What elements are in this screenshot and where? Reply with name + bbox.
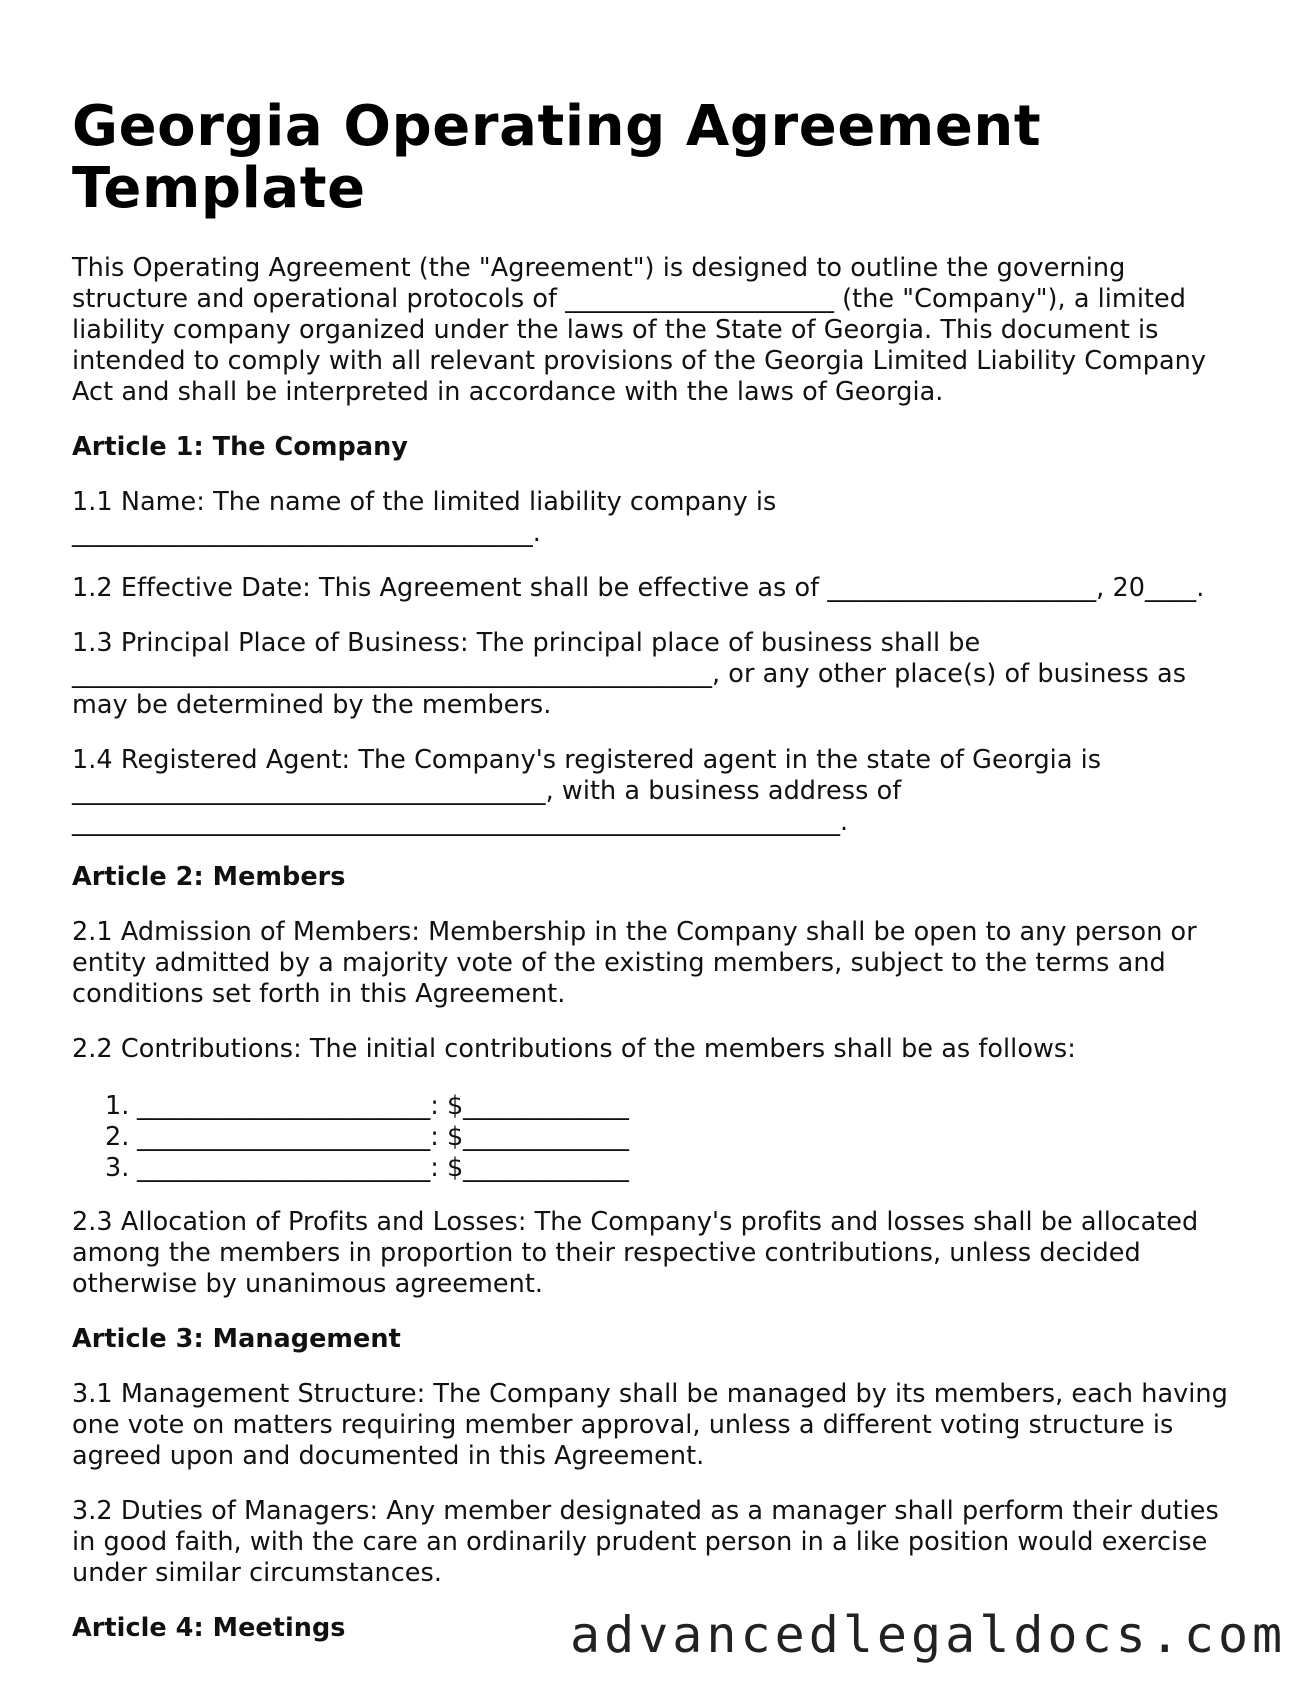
list-item-text: _______________________: $_____________: [137, 1121, 629, 1152]
list-item: [72, 1153, 1240, 1184]
list-item-text: _______________________: $_____________: [137, 1090, 629, 1121]
section-1-2: 1.2 Effective Date: This Agreement shall be effective as of _____________________, 20____.: [72, 572, 1205, 603]
section-1-3: 1.3 Principal Place of Business: The principal place of business shall be __________________________________________________, or any other place(s) of business as may be determined by the members.: [72, 627, 1187, 720]
list-item-number: 1.: [105, 1090, 130, 1121]
list-item: [72, 1091, 1240, 1122]
section-2-1: 2.1 Admission of Members: Membership in the Company shall be open to any person or entity admitted by a majority vote of the existing members, subject to the terms and conditions set forth in this Agreement.: [72, 916, 1197, 1009]
list-item-text: _______________________: $_____________: [137, 1152, 629, 1183]
article-3-heading: Article 3: Management: [72, 1324, 401, 1355]
section-1-1: 1.1 Name: The name of the limited liability company is ____________________________________.: [72, 487, 777, 548]
article-2-heading: Article 2: Members: [72, 861, 346, 892]
section-1-4: 1.4 Registered Agent: The Company's registered agent in the state of Georgia is _____________________________________, with a business address of ____________________________________________________________.: [72, 744, 1102, 837]
section-3-2: 3.2 Duties of Managers: Any member designated as a manager shall perform their duties in good faith, with the care an ordinarily prudent person in a like position would exercise under similar circumstances.: [72, 1496, 1219, 1589]
list-item-number: 2.: [105, 1121, 130, 1152]
document-title: Georgia Operating Agreement Template: [72, 94, 1042, 221]
list-item: [72, 1122, 1240, 1153]
list-item-number: 3.: [105, 1152, 130, 1183]
contributions-list: [72, 1091, 1240, 1184]
article-1-heading: Article 1: The Company: [72, 432, 408, 463]
section-3-1: 3.1 Management Structure: The Company shall be managed by its members, each having one vote on matters requiring member approval, unless a different voting structure is agreed upon and documented in this Agreement.: [72, 1379, 1228, 1472]
watermark: advancedlegaldocs.com: [570, 1606, 1287, 1664]
section-2-2: 2.2 Contributions: The initial contributions of the members shall be as follows:: [72, 1033, 1076, 1064]
article-4-heading: Article 4: Meetings: [72, 1613, 346, 1644]
section-2-3: 2.3 Allocation of Profits and Losses: The Company's profits and losses shall be allocated among the members in proportion to their respective contributions, unless decided otherwise by unanimous agreement.: [72, 1207, 1199, 1300]
intro-paragraph: This Operating Agreement (the "Agreement") is designed to outline the governing structure and operational protocols of _____________________ (the "Company"), a limited liability company organized under the laws of the State of Georgia. This document is intended to comply with all relevant provisions of the Georgia Limited Liability Company Act and shall be interpreted in accordance with the laws of Georgia.: [72, 253, 1206, 408]
